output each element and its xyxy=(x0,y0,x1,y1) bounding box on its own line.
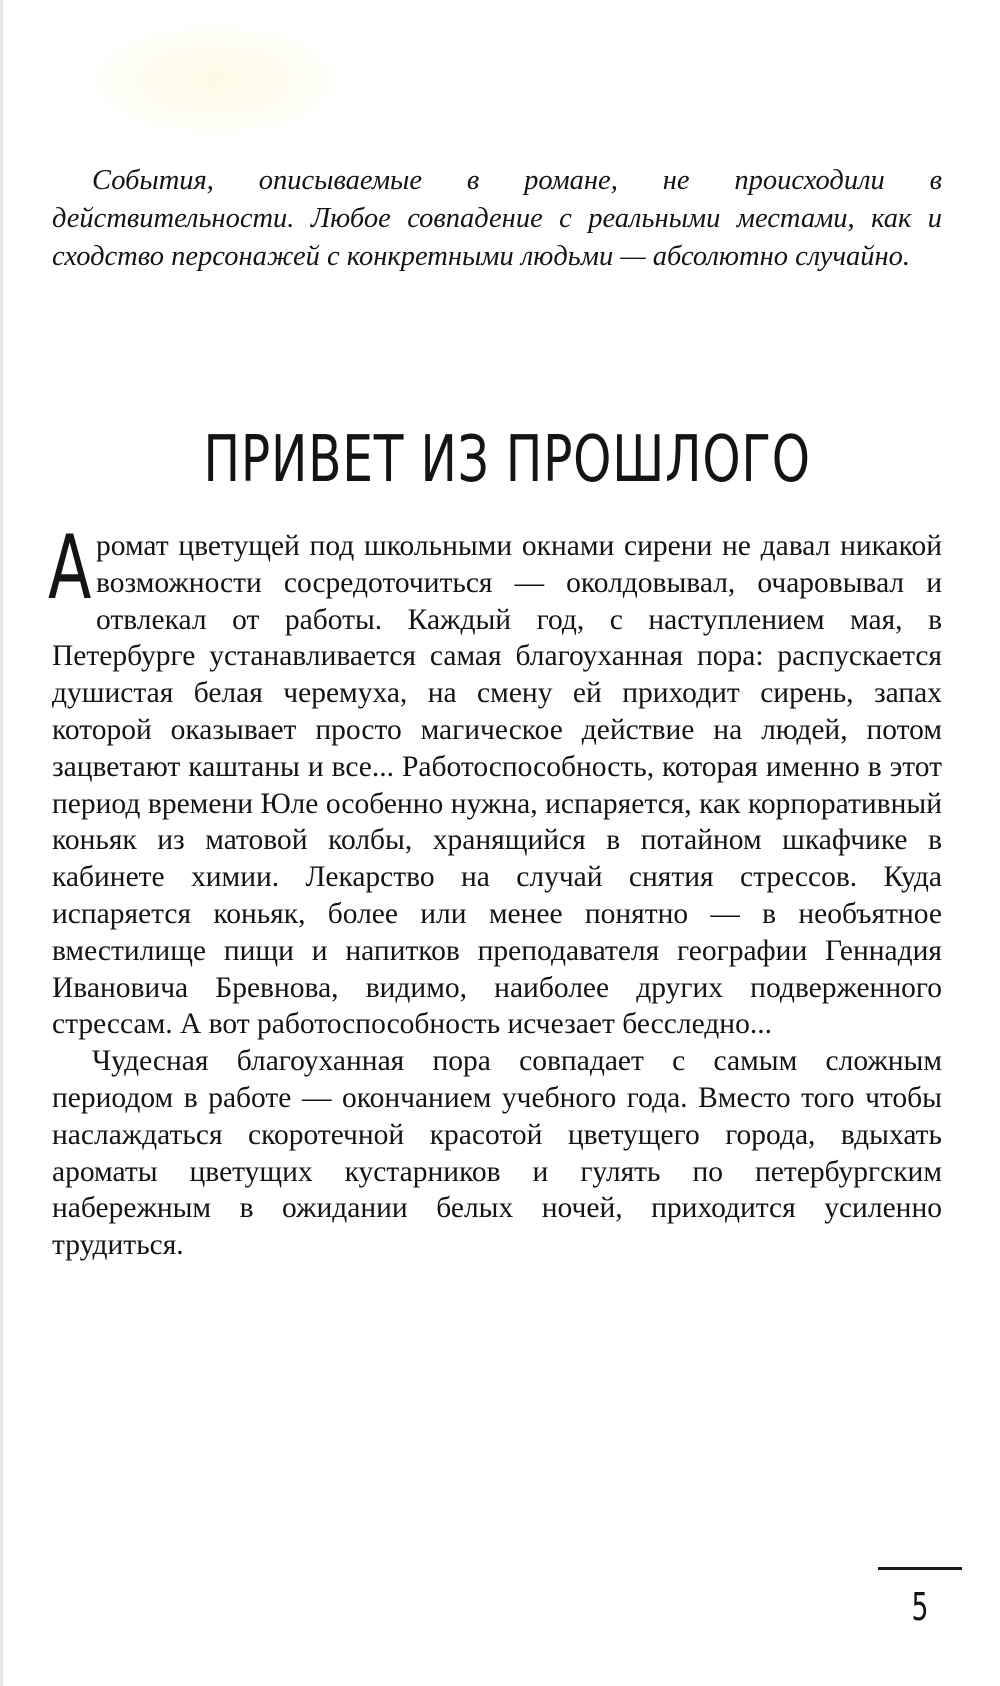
paragraph-2: Чудесная благоуханная пора совпадает с самым сложным периодом в работе — окончанием учебного года. Вместо того чтобы наслаждаться скоротечной красотой цветущего города, вдыхать ароматы цветущих кустарников и гулять по петербургским набережным в ожидании белых ночей, приходится усиленно трудиться. xyxy=(52,1045,942,1262)
page-number: 5 xyxy=(911,1585,929,1629)
chapter-title: ПРИВЕТ ИЗ ПРОШЛОГО xyxy=(203,423,811,497)
paragraph-1 xyxy=(48,516,942,1043)
chapter-body xyxy=(48,516,942,1264)
page-glow-decoration xyxy=(95,25,335,135)
paragraph-1-text: ромат цветущей под школьными окнами сирени не давал никакой возможности сосредоточиться — околдовывал, очаровывал и отвлекал от работы. Каждый год, с наступлением мая, в Петербурге устанавливается самая благоуханная пора: распускается душистая белая черемуха, на смену ей приходит сирень, запах которой оказывает просто магическое действие на людей, потом зацветают каштаны и все... Работоспособность, которая именно в этот период времени Юле особенно нужна, испаряется, как корпоративный коньяк из матовой колбы, хранящийся в потайном шкафчике в кабинете химии. Лекарство на случай снятия стрессов. Куда испаряется коньяк, более или менее понятно — в необъятное вместилище пищи и напитков преподавателя географии Геннадия Ивановича Бревнова, видимо, наиболее других подверженного стрессам. А вот работоспособность исчезает бесследно... xyxy=(52,530,942,1041)
disclaimer-text: События, описываемые в романе, не происходили в действительности. Любое совпадение с реальными местами, как и сходство персонажей с конкретными людьми — абсолютно случайно. xyxy=(52,165,942,272)
drop-cap: А xyxy=(48,516,92,619)
footer-rule xyxy=(878,1567,962,1570)
page-edge xyxy=(0,0,3,1686)
